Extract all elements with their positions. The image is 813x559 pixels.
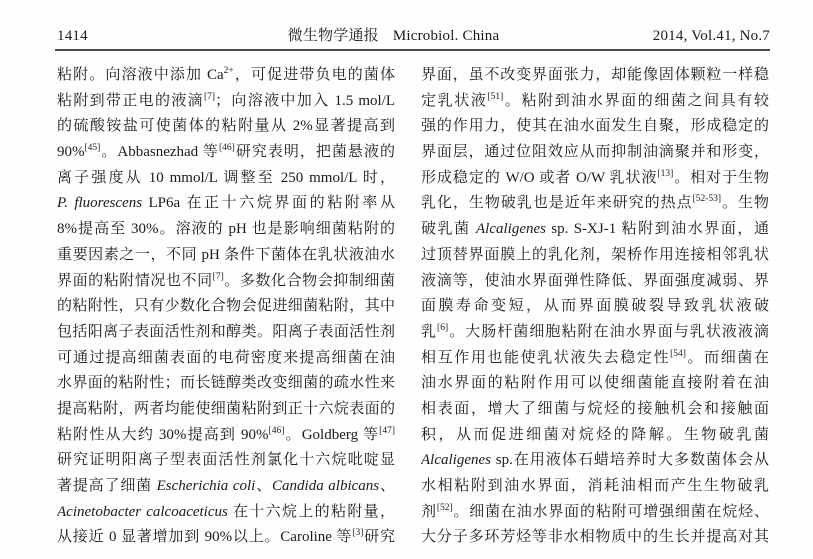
text-run: 积，从而促进细菌对烷烃的降解。生物破乳菌 — [421, 426, 769, 443]
species-name: Acinetobacter calcoaceticus — [57, 503, 228, 520]
text-line — [57, 500, 395, 526]
text-run: 油水界面的粘附作用可以使细菌能直接附着在油 — [421, 375, 769, 392]
text-line — [57, 423, 395, 449]
text-line — [421, 191, 769, 217]
text-run: 界面，虽不改变界面张力，却能像固体颗粒一样稳 — [421, 67, 769, 83]
journal-title-english: Microbiol. China — [392, 28, 500, 44]
text-run: LP6a 在正十六烷界面的粘附率从 — [142, 195, 395, 212]
text-run: 。Goldberg 等 — [284, 426, 380, 443]
text-run: 界面的粘附情况也不同 — [57, 272, 213, 289]
text-run: 粘附到带正电的液滴 — [57, 92, 204, 109]
text-line — [421, 114, 769, 140]
text-run: 可通过提高细菌表面的电荷密度来提高细菌在油 — [57, 349, 395, 366]
text-line — [421, 346, 769, 372]
text-line — [57, 166, 395, 192]
citation-superscript: [52-53] — [692, 194, 722, 205]
text-run: 相互作用也能使乳状液失去稳定性 — [421, 349, 671, 366]
text-run: 形成稳定的 W/O 或者 O/W 乳状液 — [421, 169, 658, 186]
text-run: 90% — [57, 144, 85, 161]
text-line — [57, 371, 395, 397]
text-line — [57, 397, 395, 423]
journal-title — [177, 24, 610, 45]
text-run: 研究证明阳离子型表面活性剂氯化十六烷吡啶显 — [57, 452, 395, 469]
text-line — [421, 166, 769, 192]
text-run: 粘附。向溶液中添加 Ca — [57, 67, 224, 83]
text-run: 。而细菌在 — [685, 349, 769, 366]
text-run: 。多数化合物会抑制细菌 — [223, 272, 395, 289]
text-run: 。Abbasnezhad 等 — [100, 144, 219, 161]
text-run: 研究表明，把菌悬液的 — [234, 144, 395, 161]
citation-superscript: [47] — [379, 425, 395, 436]
text-run: 著提高了细菌 — [57, 478, 157, 494]
text-run: 8%提高至 30%。溶液的 pH 也是影响细菌粘附的 — [57, 221, 395, 238]
text-line — [421, 269, 769, 295]
citation-superscript: [46] — [268, 425, 285, 436]
text-line — [57, 474, 395, 500]
text-run: 。大肠杆菌细胞粘附在油水界面与乳状液液滴 — [448, 323, 769, 340]
text-run: 破乳菌 — [421, 221, 476, 238]
text-run: 的粘附性，只有少数化合物会促进细菌粘附，其中 — [57, 298, 395, 315]
text-run: 。生物 — [721, 195, 769, 212]
text-run: 过顶替界面膜上的乳化剂，架桥作用连接相邻乳状 — [421, 246, 769, 263]
text-line — [57, 525, 395, 551]
text-run: sp. S-XJ-1 粘附到油水界面，通 — [545, 221, 769, 238]
text-line — [57, 140, 395, 166]
content-columns — [57, 63, 769, 551]
species-name: Escherichia coli — [156, 478, 256, 494]
species-name: Alcaligenes — [476, 221, 546, 238]
text-line — [57, 217, 395, 243]
text-run: 。粘附到油水界面的细菌之间具有较 — [503, 92, 769, 109]
text-run: 。细菌在油水界面的粘附可增强细菌在烷烃、 — [452, 503, 769, 520]
citation-superscript: [52] — [436, 502, 453, 513]
text-line — [57, 294, 395, 320]
text-line — [421, 89, 769, 115]
citation-superscript: [7] — [204, 91, 216, 102]
text-run: 乳 — [421, 323, 438, 340]
text-line — [57, 320, 395, 346]
text-run: 的硫酸铵盐可使菌体的粘附量从 2%显著提高到 — [57, 118, 395, 135]
citation-superscript: [54] — [670, 348, 686, 359]
citation-superscript: [3] — [352, 528, 364, 539]
citation-superscript: [7] — [212, 271, 224, 282]
species-name: P. fluorescens — [57, 195, 143, 212]
text-run: 。相对于生物 — [673, 169, 769, 186]
text-run: 强的作用力，使其在油水面发生自聚，形成稳定的 — [421, 118, 769, 135]
text-run: 剂 — [421, 503, 437, 520]
text-line — [421, 371, 769, 397]
text-line — [421, 525, 769, 551]
text-line — [421, 320, 769, 346]
text-line — [57, 346, 395, 372]
text-run: 重要因素之一，不同 pH 条件下菌体在乳状液油水 — [57, 246, 395, 263]
citation-superscript: 2+ — [223, 66, 234, 76]
text-line — [421, 140, 769, 166]
text-run: 在十六烷上的粘附量， — [227, 503, 395, 520]
text-line — [57, 269, 395, 295]
text-run: 、 — [379, 478, 395, 494]
text-run: 离子强度从 10 mmol/L 调整至 250 mmol/L 时， — [57, 169, 395, 186]
header-rule — [55, 49, 770, 51]
text-run: 水相粘附到油水界面，消耗油相而产生生物破乳 — [421, 478, 769, 494]
text-run: 提高粘附，两者均能使细菌粘附到正十六烷表面的 — [57, 400, 395, 417]
text-line — [421, 63, 769, 89]
text-line — [57, 448, 395, 474]
text-line — [57, 114, 395, 140]
page-header — [57, 24, 770, 45]
text-run: 粘附性从大约 30%提高到 90% — [57, 426, 269, 443]
species-name: Alcaligenes — [421, 452, 491, 469]
text-line — [57, 243, 395, 269]
text-run: 液滴等，使油水界面弹性降低、界面强度减弱、界 — [421, 272, 769, 289]
text-run: 研究 — [363, 529, 395, 546]
text-run: 相表面，增大了细菌与烷烃的接触机会和接触面 — [421, 400, 769, 417]
text-run: 乳化，生物破乳也是近年来研究的热点 — [421, 195, 693, 212]
column-left — [57, 63, 395, 551]
text-run: 大分子多环芳烃等非水相物质中的生长并提高对其 — [421, 529, 769, 546]
text-run: sp.在用液体石蜡培养时大多数菌体会从 — [490, 452, 769, 469]
text-line — [421, 294, 769, 320]
species-name: Candida albicans — [272, 478, 380, 494]
text-line — [57, 191, 395, 217]
text-line — [421, 243, 769, 269]
citation-superscript: [13] — [657, 168, 674, 179]
citation-superscript: [46] — [218, 143, 235, 154]
text-line — [421, 217, 769, 243]
citation-superscript: [51] — [487, 91, 504, 102]
text-line — [421, 423, 769, 449]
text-run: 界面层，通过位阻效应从而抑制油滴聚并和形变， — [421, 144, 769, 161]
journal-title-chinese: 微生物学通报 — [287, 28, 379, 44]
text-run: 从接近 0 显著增加到 90%以上。Caroline 等 — [57, 529, 353, 546]
text-run: 定乳状液 — [421, 92, 488, 109]
text-run: 包括阳离子表面活性剂和醇类。阳离子表面活性剂 — [57, 323, 395, 340]
page-number: 1414 — [57, 28, 88, 44]
citation-superscript: [6] — [437, 322, 449, 333]
text-run: 、 — [255, 478, 273, 494]
text-line — [421, 500, 769, 526]
text-line — [421, 474, 769, 500]
text-line — [57, 89, 395, 115]
text-line — [57, 63, 395, 89]
issue-info: 2014, Vol.41, No.7 — [652, 28, 770, 44]
text-run: ，可促进带负电的菌体 — [233, 67, 395, 83]
citation-superscript: [45] — [84, 143, 101, 154]
column-right — [421, 63, 769, 551]
text-line — [421, 448, 769, 474]
text-line — [421, 397, 769, 423]
text-run: ；向溶液中加入 1.5 mol/L — [215, 92, 395, 109]
text-run: 水界面的粘附性；而长链醇类改变细菌的疏水性来 — [57, 375, 395, 392]
text-run: 面膜寿命变短，从而界面膜破裂导致乳状液破 — [421, 298, 769, 315]
